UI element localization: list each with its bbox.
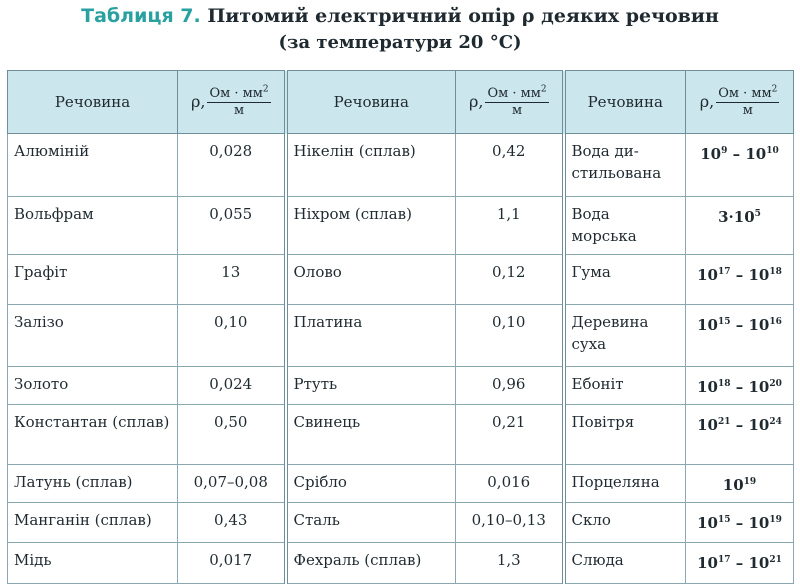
base-number: 10 xyxy=(748,554,770,572)
unit-numerator: Ом · мм xyxy=(487,85,541,101)
resistivity-value: 0,96 xyxy=(456,367,564,405)
exponent: 19 xyxy=(743,477,757,487)
resistivity-value xyxy=(686,255,794,305)
base-number: 10 xyxy=(697,554,718,572)
substance-name: Свинець xyxy=(286,405,456,465)
unit-exponent: 2 xyxy=(771,84,778,95)
substance-name: Константан (сплав) xyxy=(8,405,178,465)
substance-name: Залізо xyxy=(8,305,178,367)
header-substance-2: Речовина xyxy=(286,71,456,134)
base-number: 10 xyxy=(697,416,718,434)
unit-numerator: Ом · мм xyxy=(209,85,263,101)
resistivity-value: 0,21 xyxy=(456,405,564,465)
exponent: 20 xyxy=(769,379,782,389)
resistivity-value: 0,016 xyxy=(456,465,564,503)
resistivity-value: 0,017 xyxy=(178,543,286,584)
table-row xyxy=(8,134,794,197)
substance-name: Гума xyxy=(564,255,686,305)
substance-name: Манганін (сплав) xyxy=(8,503,178,543)
table-header-row xyxy=(8,71,794,134)
exponent: 21 xyxy=(717,417,731,427)
base-number: 10 xyxy=(697,514,718,532)
base-number: – xyxy=(727,145,746,163)
base-number: – xyxy=(730,416,749,434)
header-rho-2 xyxy=(456,71,564,134)
substance-name: Вода морська xyxy=(564,197,686,255)
substance-name: Порцеляна xyxy=(564,465,686,503)
resistivity-value: 0,10 xyxy=(178,305,286,367)
substance-name: Слюда xyxy=(564,543,686,584)
base-number: 10 xyxy=(748,378,770,396)
resistivity-value: 1,1 xyxy=(456,197,564,255)
resistivity-value: 0,024 xyxy=(178,367,286,405)
resistivity-value xyxy=(686,405,794,465)
header-rho-1 xyxy=(178,71,286,134)
exponent: 15 xyxy=(717,515,731,525)
substance-name: Фехраль (сплав) xyxy=(286,543,456,584)
table-row xyxy=(8,465,794,503)
exponent: 18 xyxy=(769,267,782,277)
substance-name: Золото xyxy=(8,367,178,405)
table-row xyxy=(8,367,794,405)
table-row xyxy=(8,405,794,465)
substance-name: Ніхром (сплав) xyxy=(286,197,456,255)
resistivity-value: 13 xyxy=(178,255,286,305)
resistivity-value: 0,07–0,08 xyxy=(178,465,286,503)
resistivity-value: 1,3 xyxy=(456,543,564,584)
substance-name: Вода ди-стильована xyxy=(564,134,686,197)
substance-name: Графіт xyxy=(8,255,178,305)
exponent: 16 xyxy=(769,317,782,327)
unit-denominator: м xyxy=(511,102,523,118)
resistivity-table xyxy=(7,70,794,584)
unit-numerator: Ом · мм xyxy=(718,85,772,101)
base-number: – xyxy=(730,266,749,284)
substance-name: Ртуть xyxy=(286,367,456,405)
substance-name: Ебоніт xyxy=(564,367,686,405)
substance-name: Срібло xyxy=(286,465,456,503)
table-subtitle: (за температури 20 °С) xyxy=(278,32,522,53)
header-rho-3 xyxy=(686,71,794,134)
base-number: – xyxy=(730,316,749,334)
resistivity-value xyxy=(686,503,794,543)
resistivity-value: 0,43 xyxy=(178,503,286,543)
base-number: 3·10 xyxy=(718,208,755,226)
resistivity-value xyxy=(686,134,794,197)
substance-name: Латунь (сплав) xyxy=(8,465,178,503)
unit-exponent: 2 xyxy=(540,84,547,95)
table-title-text: Питомий електричний опір ρ деяких речовин xyxy=(200,5,719,27)
base-number: 10 xyxy=(748,316,770,334)
substance-name: Нікелін (сплав) xyxy=(286,134,456,197)
resistivity-value: 0,50 xyxy=(178,405,286,465)
exponent: 9 xyxy=(721,146,728,156)
substance-name: Деревина суха xyxy=(564,305,686,367)
unit-exponent: 2 xyxy=(262,84,269,95)
base-number: – xyxy=(730,378,749,396)
exponent: 19 xyxy=(769,515,782,525)
base-number: – xyxy=(730,514,749,532)
base-number: 10 xyxy=(722,476,744,494)
exponent: 5 xyxy=(754,209,761,219)
exponent: 21 xyxy=(769,555,782,565)
substance-name: Скло xyxy=(564,503,686,543)
resistivity-value: 0,10–0,13 xyxy=(456,503,564,543)
resistivity-value xyxy=(686,465,794,503)
rho-symbol: ρ, xyxy=(468,92,484,111)
table-title xyxy=(0,4,800,28)
resistivity-value: 0,10 xyxy=(456,305,564,367)
base-number: 10 xyxy=(748,514,770,532)
resistivity-value: 0,12 xyxy=(456,255,564,305)
base-number: 10 xyxy=(700,145,722,163)
table-row xyxy=(8,197,794,255)
base-number: – xyxy=(730,554,749,572)
substance-name: Алюміній xyxy=(8,134,178,197)
resistivity-value xyxy=(686,197,794,255)
exponent: 15 xyxy=(717,317,731,327)
table-row xyxy=(8,255,794,305)
substance-name: Повітря xyxy=(564,405,686,465)
resistivity-value xyxy=(686,305,794,367)
base-number: 10 xyxy=(748,266,770,284)
exponent: 17 xyxy=(717,555,731,565)
exponent: 17 xyxy=(717,267,731,277)
base-number: 10 xyxy=(697,378,718,396)
rho-symbol: ρ, xyxy=(190,92,206,111)
base-number: 10 xyxy=(748,416,770,434)
resistivity-value xyxy=(686,543,794,584)
resistivity-value: 0,055 xyxy=(178,197,286,255)
table-row xyxy=(8,305,794,367)
substance-name: Вольфрам xyxy=(8,197,178,255)
table-row xyxy=(8,543,794,584)
resistivity-value: 0,028 xyxy=(178,134,286,197)
base-number: 10 xyxy=(745,145,767,163)
substance-name: Мідь xyxy=(8,543,178,584)
substance-name: Платина xyxy=(286,305,456,367)
substance-name: Олово xyxy=(286,255,456,305)
unit-denominator: м xyxy=(233,102,245,118)
substance-name: Сталь xyxy=(286,503,456,543)
exponent: 10 xyxy=(766,146,779,156)
rho-symbol: ρ, xyxy=(699,92,715,111)
unit-denominator: м xyxy=(742,102,753,118)
table-row xyxy=(8,503,794,543)
header-substance-3: Речовина xyxy=(564,71,686,134)
exponent: 18 xyxy=(717,379,731,389)
table-body xyxy=(8,134,794,584)
base-number: 10 xyxy=(697,316,718,334)
table-number-label: Таблиця 7. xyxy=(81,5,201,27)
resistivity-value: 0,42 xyxy=(456,134,564,197)
base-number: 10 xyxy=(697,266,718,284)
exponent: 24 xyxy=(769,417,782,427)
header-substance-1: Речовина xyxy=(8,71,178,134)
resistivity-value xyxy=(686,367,794,405)
